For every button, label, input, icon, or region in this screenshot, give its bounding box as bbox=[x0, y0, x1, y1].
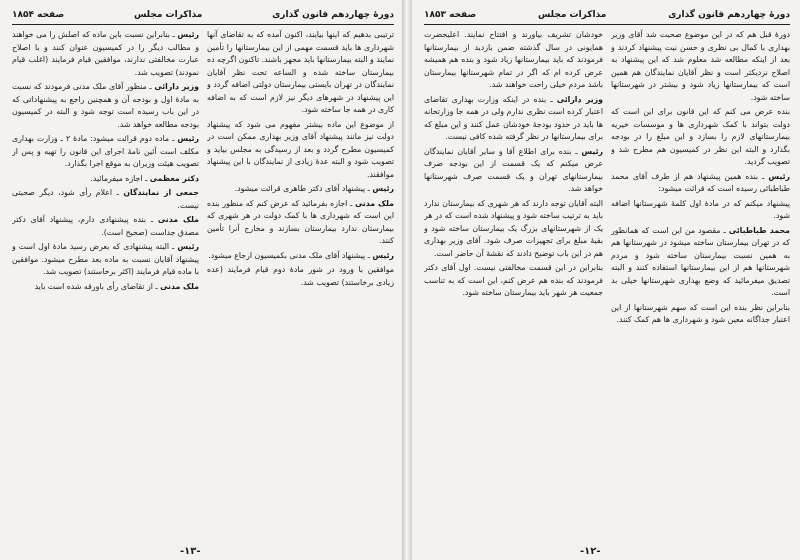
speaker-name: ملک مدنی bbox=[160, 281, 199, 291]
paragraph-text: دورهٔ قبل هم که در این موضوع صحبت شد آقای وزیر بهداری با کمال بی نظری و حسن نیت پیشنهاد کردند و بعد از اینکه مطالعه شد معلوم شد که این پیشنهاد به اصلاح نزدیکتر است و نظر آقایان نمایندگان هم همین است که بیمارستانها زیاد شود و بیشتر در شهرستانها ساخته شود. bbox=[611, 30, 790, 102]
paragraph bbox=[207, 119, 394, 182]
paragraph-text: پیشنهاد آقای ملک مدنی بکمیسیون ارجاع میشود. bbox=[208, 250, 366, 260]
paragraph-text: خودشان تشریف بیاورند و افتتاح نمایند. اعلیحضرت همایونی در سال گذشته ضمن بازدید از بیمارستانها فرمودند که باید بیمارستانها زیاد شود و بنده هم همیشه عرض کرده ام که اگر در تمام شهرستانها بیمارستان باشد مردم خیلی راحت خواهند شد. bbox=[424, 30, 603, 89]
paragraph-text: اجازه میفرمائید. bbox=[90, 173, 143, 183]
paragraph-text: بنده پیشنهادی دارم، پیشنهاد آقای دکتر مصدق جداست (صحیح است). bbox=[12, 215, 199, 237]
paragraph bbox=[611, 29, 790, 104]
paragraph: وزیر دارائی ـ بنده در اینکه وزارت بهداری تقاضای اعتبار کرده است نظری ندارم ولی در همه جا وزارتخانه ها باید در حدود بودجهٔ خودشان عمل کنند و این مبلغ که برای بیمارستانها در نظر گرفته شده کافی نیست. bbox=[424, 94, 603, 141]
paragraph bbox=[207, 29, 394, 117]
speaker-name: ملک مدنی bbox=[354, 198, 394, 208]
paragraph: رئیس ـ پیشنهاد آقای دکتر طاهری قرائت میشود. bbox=[234, 184, 394, 193]
speaker-name: دکتر معظمی bbox=[149, 173, 199, 183]
right-header-session: دورهٔ چهاردهم قانون گذاری bbox=[668, 10, 790, 20]
right-page-folio: -۱۲- bbox=[580, 546, 601, 557]
speaker-name: رئیس bbox=[768, 171, 790, 181]
left-header-session: دورهٔ چهاردهم قانون گذاری bbox=[272, 10, 394, 20]
right-page-columns bbox=[424, 29, 790, 541]
speaker-name: رئیس bbox=[177, 134, 199, 143]
paragraph-text: منظور آقای ملک مدنی فرمودند که نسبت به مادهٔ اول و بودجه آن و همچنین راجع به پیشنهاداتی که در این باب رسیده است توجه شود و البته در کمیسیون بودجه مطالعه خواهد شد. bbox=[12, 82, 199, 129]
paragraph-text: اجازه بفرمائید که عرض کنم که منظور بنده این است که شهرداری ها با کمک دولت در هر شهری که بیمارستان ندارد بیمارستان بسازند و مخارج آنرا تأمین کنند. bbox=[207, 198, 394, 245]
paragraph bbox=[424, 262, 603, 300]
paragraph: محمد طباطبائی ـ مقصود من این است که همانطور که در تهران بیمارستان ساخته میشود در شهرستانها هم به همین نسبت بیمارستان ساخته شود و مردم شهرستانها هم از این بیمارستانها استفاده کنند و البته تصدیق میفرمائید که وضع بهداری شهرستانها خیلی بد است. bbox=[611, 225, 790, 297]
paragraph-text: از تقاضای رأی باورقه شده است باید bbox=[34, 281, 153, 291]
paragraph-text: بنده همین پیشنهاد هم از طرف آقای محمد طباطبائی رسیده است که قرائت میشود: bbox=[611, 171, 790, 193]
speaker-name: رئیس bbox=[581, 146, 603, 156]
paragraph-text: پیشنهاد آقای دکتر طاهری قرائت میشود. bbox=[234, 184, 366, 193]
paragraph: وزیر دارائی ـ منظور آقای ملک مدنی فرمودند که نسبت به مادهٔ اول و بودجه آن و همچنین راجع به پیشنهاداتی که در این باب رسیده است توجه شود و البته در کمیسیون بودجه مطالعه خواهد شد. bbox=[12, 82, 199, 129]
right-page bbox=[410, 0, 800, 560]
speaker-name: جمعی از نمایندگان bbox=[123, 188, 199, 197]
left-page-folio: -۱۳- bbox=[180, 546, 201, 557]
paragraph-text: بنابراین نسبت باین ماده که اصلش را می خواهند و مطالب دیگر را در کمیسیون عنوان کنند و با اصلاح عبارت مخالفتی ندارند، موافقین قیام فرمایند (اغلب قیام نمودند) تصویب شد. bbox=[12, 30, 199, 77]
paragraph: رئیس ـ پیشنهاد آقای ملک مدنی بکمیسیون ارجاع میشود. bbox=[208, 250, 394, 260]
paragraph: رئیس ـ بنده همین پیشنهاد هم از طرف آقای محمد طباطبائی رسیده است که قرائت میشود: bbox=[611, 171, 790, 193]
speaker-name: وزیر دارائی bbox=[154, 82, 199, 91]
left-page-columns bbox=[12, 29, 394, 541]
paragraph-text: بنده عرض می کنم که این قانون برای این است که دولت بتواند با کمک شهرداری ها و موسسات خیریه بیمارستانهای لازم را بسازد و این مبلغ را در بودجه بگذارد و البته این نظر در کمیسیون هم مطرح شد و تصویب گردید. bbox=[611, 107, 790, 166]
paragraph-text: از موضوع این ماده بیشتر مفهوم می شود که پیشنهاد دولت نیز مانند پیشنهاد آقای وزیر بهداری ممکن است در کمیسیون مطرح گردد و بعد از رسیدگی به مجلس بیاید و تصویب شود و البته عدهٔ زیادی از نمایندگان با این پیشنهاد موافقند. bbox=[207, 119, 394, 179]
right-page-column-right bbox=[611, 29, 790, 541]
paragraph: ملک مدنی ـ اجازه بفرمائید که عرض کنم که منظور بنده این است که شهرداری ها با کمک دولت در هر شهری که بیمارستان ندارد بیمارستان بسازند و مخارج آنرا تأمین کنند. bbox=[207, 198, 394, 245]
paragraph-text: البته پیشنهادی که بعرض رسید مادهٔ اول است و پیشنهاد آقایان نسبت به ماده بعد مطرح میشود. موافقین با ماده قیام فرمایند (اکثر برخاستند) تصویب شد. bbox=[12, 242, 199, 276]
paragraph-text: موافقین با ورود در شور مادهٔ دوم قیام فرمایند (عده زیادی برخاستند) تصویب شد. bbox=[207, 265, 394, 287]
right-page-header bbox=[424, 8, 790, 22]
left-page-header bbox=[12, 8, 394, 22]
paragraph bbox=[424, 198, 603, 261]
paragraph: رئیس ـ البته پیشنهادی که بعرض رسید مادهٔ اول است و پیشنهاد آقایان نسبت به ماده بعد مطرح میشود. موافقین با ماده قیام فرمایند (اکثر برخاستند) تصویب شد. bbox=[12, 242, 199, 276]
left-page-column-right bbox=[207, 29, 394, 541]
right-header-title: مذاکرات مجلس bbox=[537, 10, 607, 20]
paragraph: رئیس ـ بنده برای اطلاع آقا و سایر آقایان نمایندگان عرض میکنم که یک قسمت از این بودجه صرف بیمارستانهای تهران و یک قسمت صرف شهرستانها خواهد شد. bbox=[424, 146, 603, 193]
paragraph: ملک مدنی ـ از تقاضای رأی باورقه شده است باید bbox=[34, 281, 199, 291]
paragraph-text: ترتیبی بدهیم که اینها بیایند، اکنون آمده که به تقاضای آنها شهرداری ها باید قسمت مهمی از این بیمارستانها را تأمین نمایند و البته بیمارستانها باید مجهز باشند. تاکنون اگرچه ده بیمارستان ساخته شده و الساعه تحت نظر آقایان نمایندگان در تهران بایستی بیمارستان دولتی اضافه گردد و این پیشنهاد در شهرهای دیگر نیز لازم است که به اضافه کاری در همه جا ساخته شود. bbox=[207, 30, 394, 114]
right-header-rule bbox=[424, 24, 790, 25]
paragraph-text: ماده دوم قرائت میشود: مادهٔ ۲ ـ وزارت بهداری مکلف است آئین نامهٔ اجرای این قانون را تهیه و پس از تصویب هیئت وزیران به موقع اجرا بگذارد. bbox=[12, 134, 199, 168]
paragraph-text: اعلام رأی شود، دیگر صحبتی نیست. bbox=[12, 188, 199, 210]
paragraph: رئیس ـ بنابراین نسبت باین ماده که اصلش را می خواهند و مطالب دیگر را در کمیسیون عنوان کنند و با اصلاح عبارت مخالفتی ندارند، موافقین قیام فرمایند (اغلب قیام نمودند) تصویب شد. bbox=[12, 30, 199, 77]
speaker-name: رئیس bbox=[372, 184, 394, 193]
left-header-rule bbox=[12, 24, 394, 25]
speaker-name: رئیس bbox=[372, 250, 394, 260]
paragraph: جمعی از نمایندگان ـ اعلام رأی شود، دیگر صحبتی نیست. bbox=[12, 188, 199, 210]
speaker-name: ملک مدنی bbox=[157, 215, 199, 224]
paragraph: ملک مدنی ـ بنده پیشنهادی دارم، پیشنهاد آقای دکتر مصدق جداست (صحیح است). bbox=[12, 215, 199, 237]
paragraph bbox=[207, 264, 394, 289]
right-header-page-number: صفحه ۱۸۵۳ bbox=[424, 10, 477, 20]
left-header-title: مذاکرات مجلس bbox=[133, 10, 203, 20]
speaker-name: رئیس bbox=[177, 242, 199, 251]
paragraph-text: بنابراین در این قسمت مخالفتی نیست. اول آقای دکتر فرمودند که بنده هم عرض کنم، این است که به تناسب جمعیت هر شهر باید بیمارستان ساخته شود. bbox=[424, 263, 603, 297]
speaker-name: رئیس bbox=[177, 30, 199, 39]
paragraph-text: مقصود من این است که همانطور که در تهران بیمارستان ساخته میشود در شهرستانها هم به همین نسبت بیمارستان ساخته شود و مردم شهرستانها هم از این بیمارستانها استفاده کنند و البته تصدیق میفرمائید که وضع بهداری شهرستانها خیلی بد است. bbox=[611, 225, 790, 297]
paragraph-text: پیشنهاد میکنم که در مادهٔ اول کلمهٔ شهرستانها اضافه شود. bbox=[611, 198, 790, 220]
paragraph bbox=[424, 29, 603, 92]
right-page-column-left bbox=[424, 29, 603, 541]
left-header-page-number: صفحه ۱۸۵۴ bbox=[12, 10, 65, 20]
paragraph bbox=[611, 302, 790, 327]
paragraph bbox=[611, 106, 790, 169]
paragraph bbox=[611, 198, 790, 223]
speaker-name: محمد طباطبائی bbox=[728, 225, 790, 235]
paragraph-text: البته آقایان توجه دارند که هر شهری که بیمارستان ندارد باید به ترتیب ساخته شود و پیشنهاد شده است که در هر یک از شهرستانهای بزرگ یک بیمارستان ساخته شود و بقیهٔ مبلغ برای تجهیزات صرف شود. آقای وزیر بهداری هم در این باب توضیح دادند که نقشهٔ آن حاضر است. bbox=[424, 198, 603, 258]
paragraph: رئیس ـ ماده دوم قرائت میشود: مادهٔ ۲ ـ وزارت بهداری مکلف است آئین نامهٔ اجرای این قانون را تهیه و پس از تصویب هیئت وزیران به موقع اجرا بگذارد. bbox=[12, 134, 199, 168]
paragraph-text: بنده در اینکه وزارت بهداری تقاضای اعتبار کرده است نظری ندارم ولی در همه جا وزارتخانه ها باید در حدود بودجهٔ خودشان عمل کنند و این مبلغ که برای بیمارستانها در نظر گرفته شده کافی نیست. bbox=[424, 94, 603, 141]
speaker-name: وزیر دارائی bbox=[556, 94, 603, 104]
paragraph-text: بنده برای اطلاع آقا و سایر آقایان نمایندگان عرض میکنم که یک قسمت از این بودجه صرف بیمارستانهای تهران و یک قسمت صرف شهرستانها خواهد شد. bbox=[424, 146, 603, 193]
paragraph-text: بنابراین نظر بنده این است که سهم شهرستانها از این اعتبار جداگانه معین شود و شهرداری ها هم کمک کنند. bbox=[611, 302, 790, 324]
paragraph: دکتر معظمی ـ اجازه میفرمائید. bbox=[90, 173, 199, 183]
left-page-column-left bbox=[12, 29, 199, 541]
